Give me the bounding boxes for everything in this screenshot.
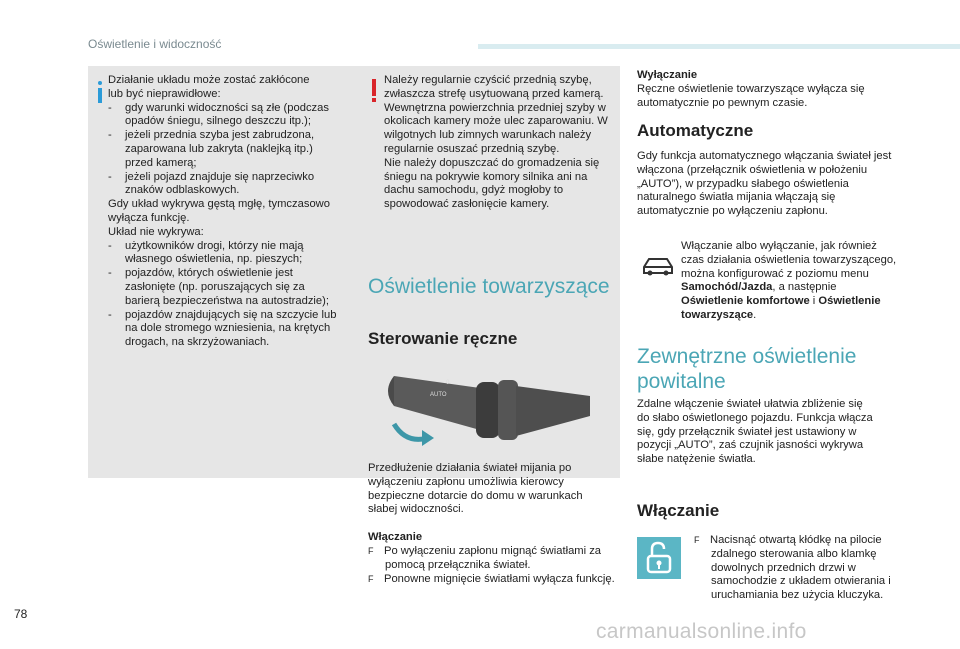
list-item-text: Nacisnąć otwartą kłódkę na pilocie zdalnego sterowania albo klamkę dowolnych przednich drzwi w samochodzie z układem otwierania i uruchamiania bez użycia kluczyka.: [710, 534, 891, 602]
info-icon: [96, 81, 104, 103]
subtitle-manual: Sterowanie ręczne: [368, 329, 518, 348]
header-bar: [478, 44, 960, 49]
menu-option: Oświetlenie towarzyszące: [681, 295, 881, 321]
title-line: Zewnętrzne oświetlenie: [637, 345, 857, 368]
section-title-companion: Oświetlenie towarzyszące: [368, 275, 610, 298]
dash-bullet: -: [108, 239, 112, 252]
list-item: [368, 573, 618, 587]
warning-paragraph-2: Wewnętrzna powierzchnia przedniej szyby w okolicach kamery może ulec zaparowaniu. W wilgotnych lub zimnych warunkach należy regularnie osuszać przednią szybę.: [384, 101, 608, 155]
warning-paragraph-1: Należy regularnie czyścić przednią szybę, zwłaszcza strefę usytuowaną przed kamerą.: [384, 74, 604, 100]
unlock-icon: [637, 537, 681, 579]
warning-paragraph-3: Nie należy dopuszczać do gromadzenia się śniegu na pokrywie komory silnika ani na dachu samochodu, gdyż mogłoby to spowodować zasłonięcie kamery.: [384, 156, 600, 211]
list-item: - gdy warunki widoczności są złe (podczas opadów śniegu, silnego deszczu itp.);: [108, 101, 329, 128]
section-header: Oświetlenie i widoczność: [88, 37, 222, 51]
off-text: Ręczne oświetlenie towarzyszące wyłącza się automatycznie po pewnym czasie.: [637, 83, 865, 109]
off-title: Wyłączanie: [637, 69, 698, 81]
companion-intro: Przedłużenie działania świateł mijania po wyłączeniu zapłonu umożliwia kierowcy bezpieczne dotarcie do domu w warunkach słabej widoczności.: [368, 462, 583, 516]
text-line: lub być nieprawidłowe:: [108, 87, 221, 100]
companion-on-title: Włączanie: [368, 531, 423, 543]
dash-bullet: -: [108, 101, 112, 114]
page-number: 78: [14, 607, 28, 621]
watermark: carmanualsonline.info: [596, 620, 807, 643]
text-line: Układ nie wykrywa:: [108, 225, 204, 238]
note-text: , a następnie: [772, 281, 837, 294]
welcome-text: Zdalne włączenie świateł ułatwia zbliżenie się do słabo oświetlonego pojazdu. Funkcja włącza się, gdy przełącznik świateł jest ustawiony w pozycji „AUTO”, zaś czujnik jasności wykrywa słabe natężenie światła.: [637, 398, 873, 466]
list-item-text: Po wyłączeniu zapłonu mignąć światłami za pomocą przełącznika świateł.: [384, 545, 602, 571]
dash-bullet: -: [108, 308, 112, 321]
subtitle-welcome-on: Włączanie: [637, 501, 720, 520]
automatic-text: Gdy funkcja automatycznego włączania świateł jest włączona (przełącznik oświetlenia w położeniu „AUTO”), w przypadku słabego oświetlenia naturalnego światła mijania włączają się automatycznie po wyłączeniu zapłonu.: [637, 150, 892, 218]
car-settings-icon: [640, 253, 676, 277]
warning-box-text: [384, 74, 612, 212]
text-line: Gdy układ wykrywa gęstą mgłę, tymczasowo wyłącza funkcję.: [108, 198, 330, 224]
text-line: Działanie układu może zostać zakłócone: [108, 74, 310, 86]
title-line: powitalne: [637, 370, 726, 393]
note-text: Włączanie albo wyłączanie, jak również czas działania oświetlenia towarzyszącego, można konfigurować z poziomu menu: [681, 240, 897, 280]
dash-bullet: -: [108, 129, 112, 142]
companion-on-list: [368, 545, 618, 586]
list-item: - jeżeli pojazd znajduje się naprzeciwko znaków odblaskowych.: [108, 170, 315, 197]
light-stalk-illustration: [372, 366, 592, 458]
stalk-label-auto: AUTO: [430, 392, 447, 398]
checkbox-icon: F: [368, 573, 374, 584]
list-item: - pojazdów, których oświetlenie jest zasłonięte (np. poruszających się za barierą bezpieczeństwa na autostradzie);: [108, 267, 329, 307]
note-text: i: [809, 295, 819, 308]
checkbox-icon: F: [694, 535, 700, 545]
warning-icon: [371, 79, 377, 103]
list-item: - jeżeli przednia szyba jest zabrudzona, zaparowana lub zakryta (naklejką itp.) przed kamerą;: [108, 129, 315, 169]
dash-bullet: -: [108, 267, 112, 280]
menu-option: Oświetlenie komfortowe: [681, 295, 810, 308]
stalk-label-zero: 0: [446, 380, 450, 386]
note-text: .: [753, 308, 757, 321]
section-title-welcome: [637, 344, 856, 394]
list-item: - użytkowników drogi, którzy nie mają własnego oświetlenia, np. pieszych;: [108, 239, 304, 266]
list-item-text: Ponowne mignięcie światłami wyłącza funkcję.: [384, 572, 615, 585]
info-box-text: [108, 74, 340, 350]
list-item: [694, 534, 904, 603]
menu-name: Samochód/Jazda: [681, 281, 773, 294]
welcome-on-item: [694, 534, 904, 603]
checkbox-icon: F: [368, 546, 374, 556]
list-item: - pojazdów znajdujących się na szczycie lub na dole stromego wzniesienia, na krętych drogach, na skrzyżowaniach.: [108, 308, 337, 349]
list-item: [368, 545, 618, 573]
dash-bullet: -: [108, 170, 112, 183]
subtitle-automatic: Automatyczne: [637, 121, 754, 140]
car-settings-note: [681, 240, 899, 323]
